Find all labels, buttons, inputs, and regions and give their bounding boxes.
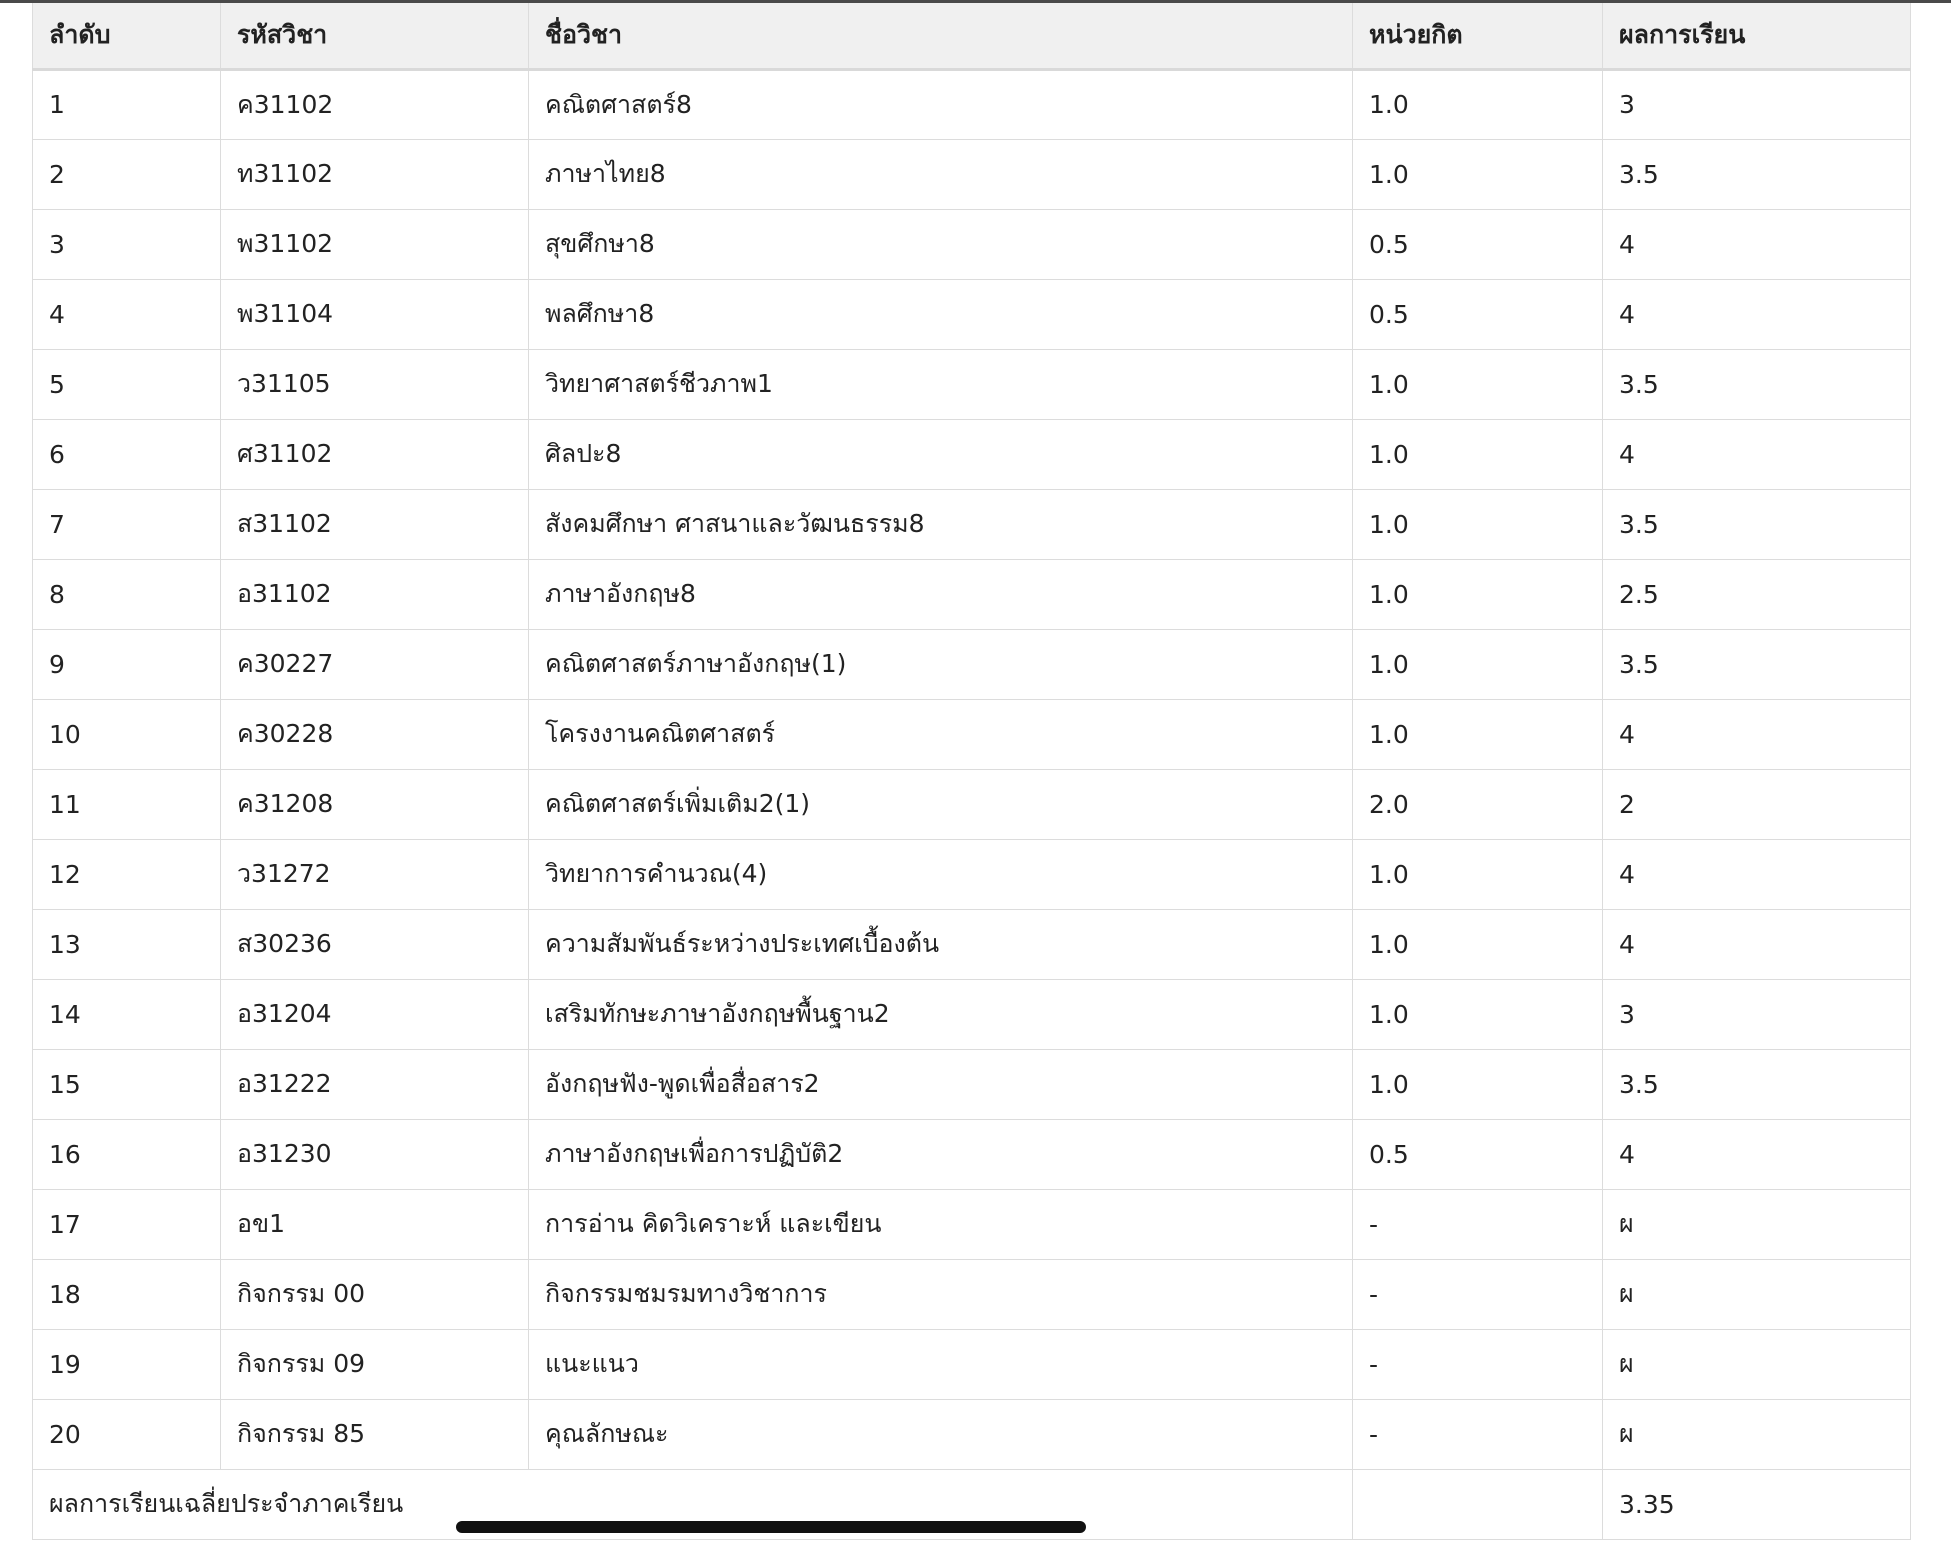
cell-name: แนะแนว <box>529 1329 1353 1399</box>
summary-credit <box>1353 1469 1603 1539</box>
table-row <box>33 909 1911 979</box>
cell-code: ค30228 <box>221 699 529 769</box>
header-code: รหัสวิชา <box>221 3 529 69</box>
cell-code: ว31272 <box>221 839 529 909</box>
table-header-row <box>33 3 1911 69</box>
table-row <box>33 489 1911 559</box>
header-name: ชื่อวิชา <box>529 3 1353 69</box>
cell-grade: 3.5 <box>1603 349 1911 419</box>
cell-code: ว31105 <box>221 349 529 419</box>
cell-name: ความสัมพันธ์ระหว่างประเทศเบื้องต้น <box>529 909 1353 979</box>
cell-grade: 4 <box>1603 1119 1911 1189</box>
cell-credit: - <box>1353 1189 1603 1259</box>
cell-credit: - <box>1353 1259 1603 1329</box>
cell-credit: 2.0 <box>1353 769 1603 839</box>
cell-name: การอ่าน คิดวิเคราะห์ และเขียน <box>529 1189 1353 1259</box>
cell-no: 4 <box>33 279 221 349</box>
header-credit: หน่วยกิต <box>1353 3 1603 69</box>
cell-code: ท31102 <box>221 139 529 209</box>
cell-name: พลศึกษา8 <box>529 279 1353 349</box>
cell-no: 12 <box>33 839 221 909</box>
cell-name: สังคมศึกษา ศาสนาและวัฒนธรรม8 <box>529 489 1353 559</box>
cell-no: 8 <box>33 559 221 629</box>
cell-no: 17 <box>33 1189 221 1259</box>
cell-no: 11 <box>33 769 221 839</box>
cell-name: อังกฤษฟัง-พูดเพื่อสื่อสาร2 <box>529 1049 1353 1119</box>
header-grade: ผลการเรียน <box>1603 3 1911 69</box>
table-row <box>33 1049 1911 1119</box>
cell-name: คุณลักษณะ <box>529 1399 1353 1469</box>
cell-name: วิทยาการคำนวณ(4) <box>529 839 1353 909</box>
cell-credit: 1.0 <box>1353 69 1603 139</box>
cell-credit: 1.0 <box>1353 419 1603 489</box>
cell-grade: ผ <box>1603 1399 1911 1469</box>
cell-no: 9 <box>33 629 221 699</box>
cell-grade: 2 <box>1603 769 1911 839</box>
cell-no: 14 <box>33 979 221 1049</box>
cell-code: ค31208 <box>221 769 529 839</box>
cell-grade: 4 <box>1603 419 1911 489</box>
cell-grade: 4 <box>1603 839 1911 909</box>
cell-no: 1 <box>33 69 221 139</box>
cell-grade: ผ <box>1603 1189 1911 1259</box>
cell-credit: 1.0 <box>1353 1049 1603 1119</box>
table-row <box>33 1329 1911 1399</box>
cell-grade: 3.5 <box>1603 139 1911 209</box>
cell-no: 18 <box>33 1259 221 1329</box>
cell-no: 2 <box>33 139 221 209</box>
table-row <box>33 979 1911 1049</box>
cell-credit: 1.0 <box>1353 629 1603 699</box>
cell-grade: 4 <box>1603 909 1911 979</box>
cell-no: 10 <box>33 699 221 769</box>
table-row <box>33 839 1911 909</box>
cell-code: พ31104 <box>221 279 529 349</box>
cell-name: ภาษาไทย8 <box>529 139 1353 209</box>
cell-name: โครงงานคณิตศาสตร์ <box>529 699 1353 769</box>
table-row <box>33 1399 1911 1469</box>
cell-grade: 4 <box>1603 699 1911 769</box>
cell-grade: ผ <box>1603 1259 1911 1329</box>
cell-code: อ31102 <box>221 559 529 629</box>
grade-report <box>32 3 1910 1540</box>
cell-credit: 1.0 <box>1353 489 1603 559</box>
cell-grade: 3 <box>1603 69 1911 139</box>
cell-credit: 1.0 <box>1353 139 1603 209</box>
cell-no: 13 <box>33 909 221 979</box>
cell-credit: 1.0 <box>1353 979 1603 1049</box>
home-indicator-bar[interactable] <box>456 1521 1086 1533</box>
cell-code: อข1 <box>221 1189 529 1259</box>
cell-code: อ31230 <box>221 1119 529 1189</box>
cell-credit: - <box>1353 1329 1603 1399</box>
cell-credit: 1.0 <box>1353 839 1603 909</box>
table-row <box>33 699 1911 769</box>
cell-no: 6 <box>33 419 221 489</box>
cell-grade: 3.5 <box>1603 1049 1911 1119</box>
cell-grade: 2.5 <box>1603 559 1911 629</box>
summary-gpa: 3.35 <box>1603 1469 1911 1539</box>
cell-no: 20 <box>33 1399 221 1469</box>
table-row <box>33 769 1911 839</box>
cell-grade: 3.5 <box>1603 629 1911 699</box>
cell-name: กิจกรรมชมรมทางวิชาการ <box>529 1259 1353 1329</box>
cell-credit: 1.0 <box>1353 909 1603 979</box>
cell-name: ภาษาอังกฤษ8 <box>529 559 1353 629</box>
cell-no: 16 <box>33 1119 221 1189</box>
cell-name: คณิตศาสตร์ภาษาอังกฤษ(1) <box>529 629 1353 699</box>
cell-grade: 3.5 <box>1603 489 1911 559</box>
cell-code: กิจกรรม 09 <box>221 1329 529 1399</box>
cell-code: กิจกรรม 00 <box>221 1259 529 1329</box>
cell-code: ส31102 <box>221 489 529 559</box>
cell-code: ศ31102 <box>221 419 529 489</box>
cell-name: คณิตศาสตร์8 <box>529 69 1353 139</box>
cell-name: สุขศึกษา8 <box>529 209 1353 279</box>
table-row <box>33 349 1911 419</box>
table-row <box>33 279 1911 349</box>
cell-code: กิจกรรม 85 <box>221 1399 529 1469</box>
cell-credit: 1.0 <box>1353 559 1603 629</box>
cell-no: 5 <box>33 349 221 419</box>
grades-table <box>32 3 1911 1540</box>
cell-code: อ31222 <box>221 1049 529 1119</box>
table-row <box>33 629 1911 699</box>
cell-no: 15 <box>33 1049 221 1119</box>
table-row <box>33 1189 1911 1259</box>
cell-name: คณิตศาสตร์เพิ่มเติม2(1) <box>529 769 1353 839</box>
summary-label: ผลการเรียนเฉลี่ยประจำภาคเรียน <box>33 1469 1353 1539</box>
cell-credit: 0.5 <box>1353 1119 1603 1189</box>
cell-code: ส30236 <box>221 909 529 979</box>
cell-name: ศิลปะ8 <box>529 419 1353 489</box>
table-row <box>33 69 1911 139</box>
cell-name: วิทยาศาสตร์ชีวภาพ1 <box>529 349 1353 419</box>
cell-grade: 3 <box>1603 979 1911 1049</box>
table-row <box>33 1259 1911 1329</box>
cell-grade: 4 <box>1603 209 1911 279</box>
cell-no: 7 <box>33 489 221 559</box>
table-row <box>33 1119 1911 1189</box>
cell-code: ค30227 <box>221 629 529 699</box>
cell-credit: 1.0 <box>1353 349 1603 419</box>
cell-code: อ31204 <box>221 979 529 1049</box>
table-row <box>33 559 1911 629</box>
cell-credit: 1.0 <box>1353 699 1603 769</box>
cell-code: พ31102 <box>221 209 529 279</box>
cell-grade: 4 <box>1603 279 1911 349</box>
cell-credit: - <box>1353 1399 1603 1469</box>
cell-no: 19 <box>33 1329 221 1399</box>
cell-name: ภาษาอังกฤษเพื่อการปฏิบัติ2 <box>529 1119 1353 1189</box>
cell-credit: 0.5 <box>1353 279 1603 349</box>
header-no: ลำดับ <box>33 3 221 69</box>
cell-name: เสริมทักษะภาษาอังกฤษพื้นฐาน2 <box>529 979 1353 1049</box>
cell-no: 3 <box>33 209 221 279</box>
cell-grade: ผ <box>1603 1329 1911 1399</box>
cell-code: ค31102 <box>221 69 529 139</box>
table-row <box>33 209 1911 279</box>
cell-credit: 0.5 <box>1353 209 1603 279</box>
table-row <box>33 139 1911 209</box>
table-row <box>33 419 1911 489</box>
